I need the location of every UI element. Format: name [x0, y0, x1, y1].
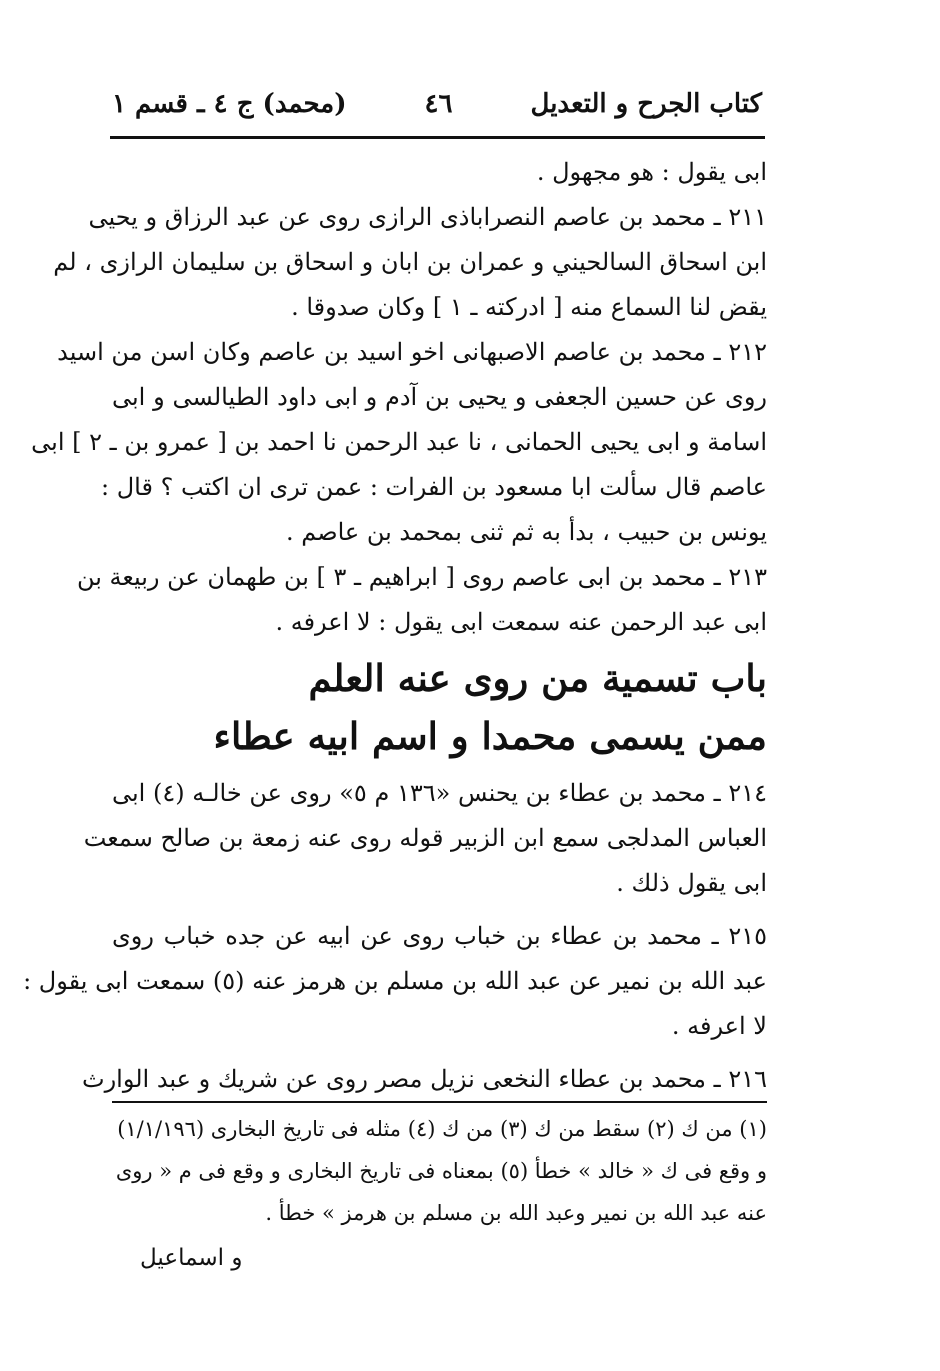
- volume-label: (محمد) ج ٤ ـ قسم ١: [112, 89, 347, 119]
- text-line: ٢١٦ ـ محمد بن عطاء النخعى نزيل مصر روى عن شريك و عبد الوارث: [81, 1065, 767, 1093]
- text-line: يونس بن حبيب ، بدأ به ثم ثنى بمحمد بن عاصم .: [285, 518, 767, 546]
- text-line: عاصم قال سألت ابا مسعود بن الفرات : عمن ترى ان اكتب ؟ قال :: [101, 473, 767, 501]
- chapter-heading-line2: ممن يسمى محمدا و اسم ابيه عطاء: [213, 714, 767, 758]
- footnotes: [112, 1108, 767, 1234]
- text-line: العباس المدلجى سمع ابن الزبير قوله روى عنه زمعة بن صالح سمعت: [83, 824, 767, 852]
- footnote-line: و وقع فى ك « خالد » خطأ (٥) بمعناه فى تاريخ البخارى و وقع فى م « روى: [115, 1159, 767, 1183]
- footnote-line: عنه عبد الله بن نمير وعبد الله بن مسلم بن هرمز » خطأ .: [265, 1201, 767, 1225]
- text-line: عبد الله بن نمير عن عبد الله بن مسلم بن هرمز عنه (٥) سمعت ابى يقول :: [23, 967, 767, 995]
- text-line: ٢١٢ ـ محمد بن عاصم الاصبهانى اخو اسيد بن عاصم وكان اسن من اسيد: [57, 338, 767, 366]
- catchword: و اسماعيل: [140, 1245, 243, 1271]
- footnote-rule: [112, 1101, 767, 1103]
- text-line: ابن اسحاق السالحيني و عمران بن ابان و اسحاق بن سليمان الرازى ، لم: [53, 248, 767, 276]
- main-text: [23, 150, 768, 1102]
- page-number: ٤٦: [424, 89, 453, 119]
- book-title: كتاب الجرح و التعديل: [530, 89, 762, 119]
- text-line: يقض لنا السماع منه [ ادركته ـ ١ ] وكان صدوقا .: [291, 293, 767, 321]
- text-line: لا اعرفه .: [671, 1012, 767, 1040]
- text-line: ابى يقول ذلك .: [616, 869, 767, 897]
- header-rule: [110, 136, 765, 139]
- text-line: ابى يقول : هو مجهول .: [536, 158, 767, 186]
- chapter-heading: [112, 649, 767, 765]
- footnote-line: (١) من ك (٢) سقط من ك (٣) من ك (٤) مثله فى تاريخ البخارى (١/١/١٩٦): [117, 1117, 767, 1141]
- text-line: روى عن حسين الجعفى و يحيى بن آدم و ابى داود الطيالسى و ابى: [112, 383, 767, 411]
- text-line: اسامة و ابى يحيى الحمانى ، نا عبد الرحمن نا احمد بن [ عمرو بن ـ ٢ ] ابى: [31, 428, 767, 456]
- text-line: ٢١٥ ـ محمد بن عطاء بن خباب روى عن ابيه عن جده خباب روى: [112, 922, 767, 950]
- text-line: ٢١١ ـ محمد بن عاصم النصراباذى الرازى روى عن عبد الرزاق و يحيى: [88, 203, 767, 231]
- page-header: [112, 84, 762, 124]
- chapter-heading-line1: باب تسمية من روى عنه العلم: [308, 656, 767, 700]
- text-line: ٢١٣ ـ محمد بن ابى عاصم روى [ ابراهيم ـ ٣ ] بن طهمان عن ربيعة بن: [76, 563, 767, 591]
- text-line: ابى عبد الرحمن عنه سمعت ابى يقول : لا اعرفه .: [275, 608, 767, 636]
- text-line: ٢١٤ ـ محمد بن عطاء بن يحنس «١٣٦ م ٥» روى عن خالـه (٤) ابى: [112, 779, 768, 807]
